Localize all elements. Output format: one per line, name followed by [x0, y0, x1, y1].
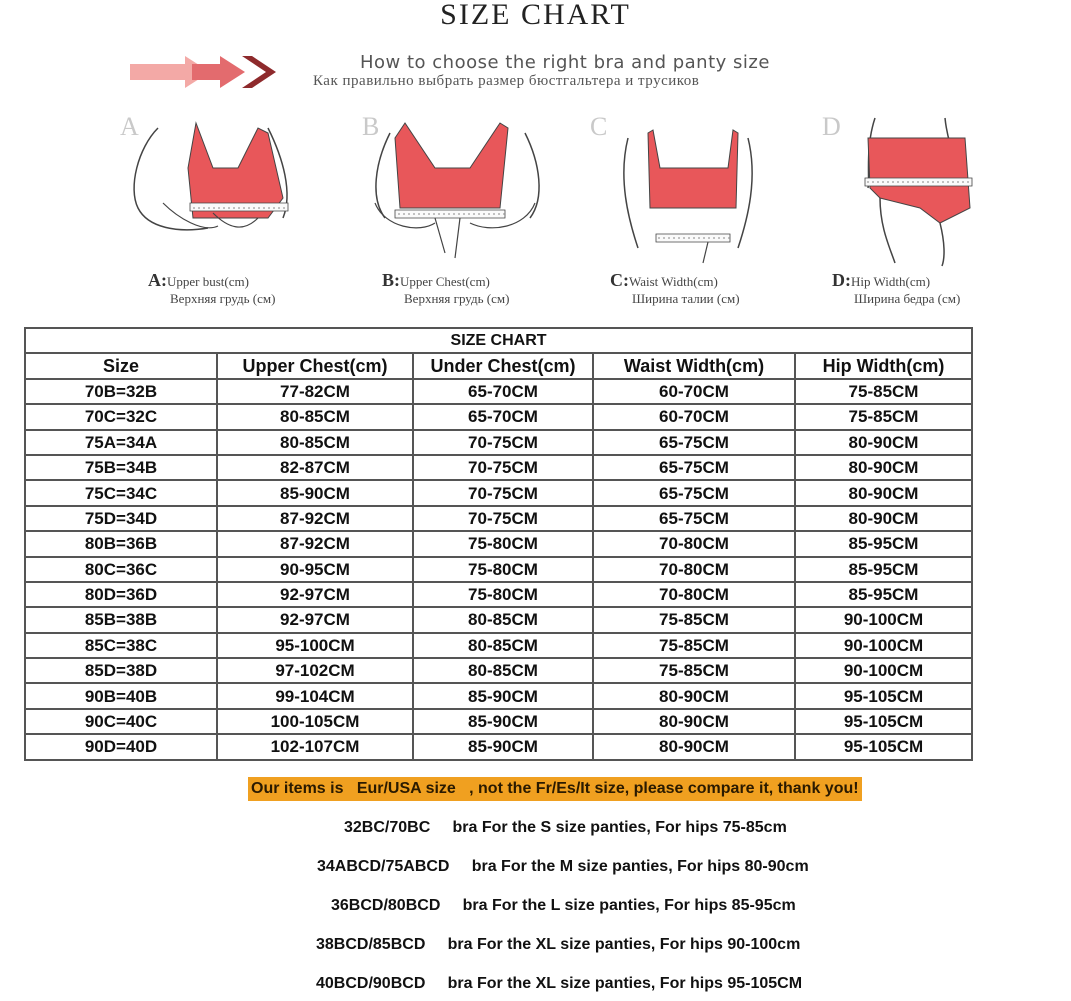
cell-waist-width: 75-85CM	[593, 658, 795, 683]
arrow-dark	[242, 56, 276, 88]
cell-upper-chest: 97-102CM	[217, 658, 413, 683]
cell-waist-width: 70-80CM	[593, 582, 795, 607]
upper-bust-illustration	[118, 108, 308, 268]
table-row	[25, 455, 972, 480]
cell-under-chest: 75-80CM	[413, 531, 593, 556]
waist-width-illustration	[588, 108, 778, 268]
cell-size: 80D=36D	[25, 582, 217, 607]
cell-hip-width: 80-90CM	[795, 455, 972, 480]
cell-hip-width: 75-85CM	[795, 404, 972, 429]
cell-under-chest: 70-75CM	[413, 455, 593, 480]
header-waist-width: Waist Width(cm)	[593, 353, 795, 378]
cell-waist-width: 65-75CM	[593, 430, 795, 455]
cell-upper-chest: 92-97CM	[217, 582, 413, 607]
table-row	[25, 404, 972, 429]
page-title: SIZE CHART	[440, 0, 631, 31]
fit-line-xl-2: 40BCD/90BCD bra For the XL size panties, For hips 95-105CM	[316, 975, 803, 992]
figure-a-upper-bust	[118, 108, 308, 304]
table-row	[25, 430, 972, 455]
cell-upper-chest: 90-95CM	[217, 557, 413, 582]
cell-waist-width: 75-85CM	[593, 607, 795, 632]
figure-letter-c: C	[590, 112, 608, 141]
figure-b-caption	[382, 270, 509, 307]
cell-under-chest: 75-80CM	[413, 557, 593, 582]
cell-size: 75D=34D	[25, 506, 217, 531]
table-row	[25, 658, 972, 683]
cell-waist-width: 65-75CM	[593, 506, 795, 531]
figure-c-caption	[610, 270, 740, 307]
table-row	[25, 633, 972, 658]
table-row	[25, 734, 972, 759]
figure-letter-a: A	[120, 112, 139, 141]
cell-size: 75C=34C	[25, 480, 217, 505]
cell-hip-width: 80-90CM	[795, 506, 972, 531]
cell-waist-width: 80-90CM	[593, 709, 795, 734]
cell-hip-width: 80-90CM	[795, 430, 972, 455]
hip-width-illustration	[820, 108, 1010, 268]
figure-d-label-ru: Ширина бедра (см)	[854, 291, 961, 306]
cell-upper-chest: 85-90CM	[217, 480, 413, 505]
header-size: Size	[25, 353, 217, 378]
header-upper-chest: Upper Chest(cm)	[217, 353, 413, 378]
figure-b-upper-chest	[360, 108, 550, 304]
figure-letter-b: B	[362, 112, 380, 141]
cell-waist-width: 75-85CM	[593, 633, 795, 658]
table-caption: SIZE CHART	[25, 328, 972, 353]
cell-size: 70C=32C	[25, 404, 217, 429]
figure-a-label: Upper bust(cm)	[167, 274, 249, 289]
cell-under-chest: 70-75CM	[413, 430, 593, 455]
cell-hip-width: 85-95CM	[795, 582, 972, 607]
cell-size: 85C=38C	[25, 633, 217, 658]
cell-size: 90D=40D	[25, 734, 217, 759]
figure-c-prefix: C:	[610, 270, 629, 290]
cell-size: 80C=36C	[25, 557, 217, 582]
cell-upper-chest: 87-92CM	[217, 506, 413, 531]
size-chart-table	[24, 327, 973, 761]
figure-d-caption	[832, 270, 960, 307]
cell-hip-width: 85-95CM	[795, 557, 972, 582]
cell-hip-width: 85-95CM	[795, 531, 972, 556]
figure-b-label-ru: Верхняя грудь (см)	[404, 291, 510, 306]
cell-hip-width: 95-105CM	[795, 683, 972, 708]
upper-chest-illustration	[360, 108, 550, 268]
size-note: Our items is Eur/USA size , not the Fr/Es/It size, please compare it, thank you!	[248, 777, 862, 801]
fit-line-s: 32BC/70BC bra For the S size panties, For hips 75-85cm	[344, 819, 787, 836]
arrow-right-icon	[130, 52, 280, 92]
cell-hip-width: 90-100CM	[795, 633, 972, 658]
fit-line-m: 34ABCD/75ABCD bra For the M size panties, For hips 80-90cm	[317, 858, 809, 875]
cell-size: 85D=38D	[25, 658, 217, 683]
table-row	[25, 379, 972, 404]
figure-a-label-ru: Верхняя грудь (см)	[170, 291, 276, 306]
guide-title-en: How to choose the right bra and panty size	[360, 52, 770, 73]
figure-c-label: Waist Width(cm)	[629, 274, 718, 289]
cell-upper-chest: 95-100CM	[217, 633, 413, 658]
table-row	[25, 607, 972, 632]
cell-size: 75A=34A	[25, 430, 217, 455]
cell-under-chest: 70-75CM	[413, 480, 593, 505]
header-under-chest: Under Chest(cm)	[413, 353, 593, 378]
cell-under-chest: 80-85CM	[413, 633, 593, 658]
cell-waist-width: 70-80CM	[593, 531, 795, 556]
cell-hip-width: 90-100CM	[795, 658, 972, 683]
cell-size: 80B=36B	[25, 531, 217, 556]
cell-upper-chest: 99-104CM	[217, 683, 413, 708]
cell-waist-width: 65-75CM	[593, 455, 795, 480]
figure-b-prefix: B:	[382, 270, 400, 290]
cell-hip-width: 90-100CM	[795, 607, 972, 632]
figure-c-waist-width	[588, 108, 778, 304]
guide-title-ru: Как правильно выбрать размер бюстгальтера и трусиков	[313, 73, 700, 89]
cell-under-chest: 75-80CM	[413, 582, 593, 607]
figure-a-caption	[148, 270, 275, 307]
cell-upper-chest: 87-92CM	[217, 531, 413, 556]
table-body	[25, 379, 972, 760]
header-hip-width: Hip Width(cm)	[795, 353, 972, 378]
fit-line-xl: 38BCD/85BCD bra For the XL size panties, For hips 90-100cm	[316, 936, 801, 953]
cell-upper-chest: 82-87CM	[217, 455, 413, 480]
cell-under-chest: 85-90CM	[413, 683, 593, 708]
figure-b-label: Upper Chest(cm)	[400, 274, 490, 289]
fit-line-l: 36BCD/80BCD bra For the L size panties, For hips 85-95cm	[331, 897, 796, 914]
cell-waist-width: 65-75CM	[593, 480, 795, 505]
cell-under-chest: 85-90CM	[413, 734, 593, 759]
cell-size: 90B=40B	[25, 683, 217, 708]
cell-hip-width: 75-85CM	[795, 379, 972, 404]
cell-waist-width: 80-90CM	[593, 683, 795, 708]
table-row	[25, 582, 972, 607]
cell-waist-width: 80-90CM	[593, 734, 795, 759]
table-header-row	[25, 353, 972, 378]
cell-under-chest: 80-85CM	[413, 658, 593, 683]
cell-size: 85B=38B	[25, 607, 217, 632]
cell-upper-chest: 80-85CM	[217, 430, 413, 455]
table-row	[25, 531, 972, 556]
cell-size: 70B=32B	[25, 379, 217, 404]
table-row	[25, 480, 972, 505]
cell-hip-width: 95-105CM	[795, 709, 972, 734]
cell-size: 90C=40C	[25, 709, 217, 734]
arrow-mid	[192, 56, 245, 88]
table-row	[25, 506, 972, 531]
table-row	[25, 557, 972, 582]
cell-upper-chest: 80-85CM	[217, 404, 413, 429]
cell-under-chest: 65-70CM	[413, 379, 593, 404]
cell-hip-width: 95-105CM	[795, 734, 972, 759]
figure-letter-d: D	[822, 112, 841, 141]
figure-c-label-ru: Ширина талии (см)	[632, 291, 740, 306]
cell-hip-width: 80-90CM	[795, 480, 972, 505]
cell-under-chest: 80-85CM	[413, 607, 593, 632]
table-row	[25, 709, 972, 734]
cell-upper-chest: 92-97CM	[217, 607, 413, 632]
cell-under-chest: 65-70CM	[413, 404, 593, 429]
figure-a-prefix: A:	[148, 270, 167, 290]
cell-under-chest: 70-75CM	[413, 506, 593, 531]
figure-d-hip-width	[820, 108, 1010, 304]
table-row	[25, 683, 972, 708]
cell-waist-width: 70-80CM	[593, 557, 795, 582]
figure-d-label: Hip Width(cm)	[851, 274, 931, 289]
figure-d-prefix: D:	[832, 270, 851, 290]
cell-size: 75B=34B	[25, 455, 217, 480]
cell-upper-chest: 100-105CM	[217, 709, 413, 734]
cell-waist-width: 60-70CM	[593, 404, 795, 429]
table-caption-row	[25, 328, 972, 353]
cell-upper-chest: 77-82CM	[217, 379, 413, 404]
cell-waist-width: 60-70CM	[593, 379, 795, 404]
cell-upper-chest: 102-107CM	[217, 734, 413, 759]
cell-under-chest: 85-90CM	[413, 709, 593, 734]
